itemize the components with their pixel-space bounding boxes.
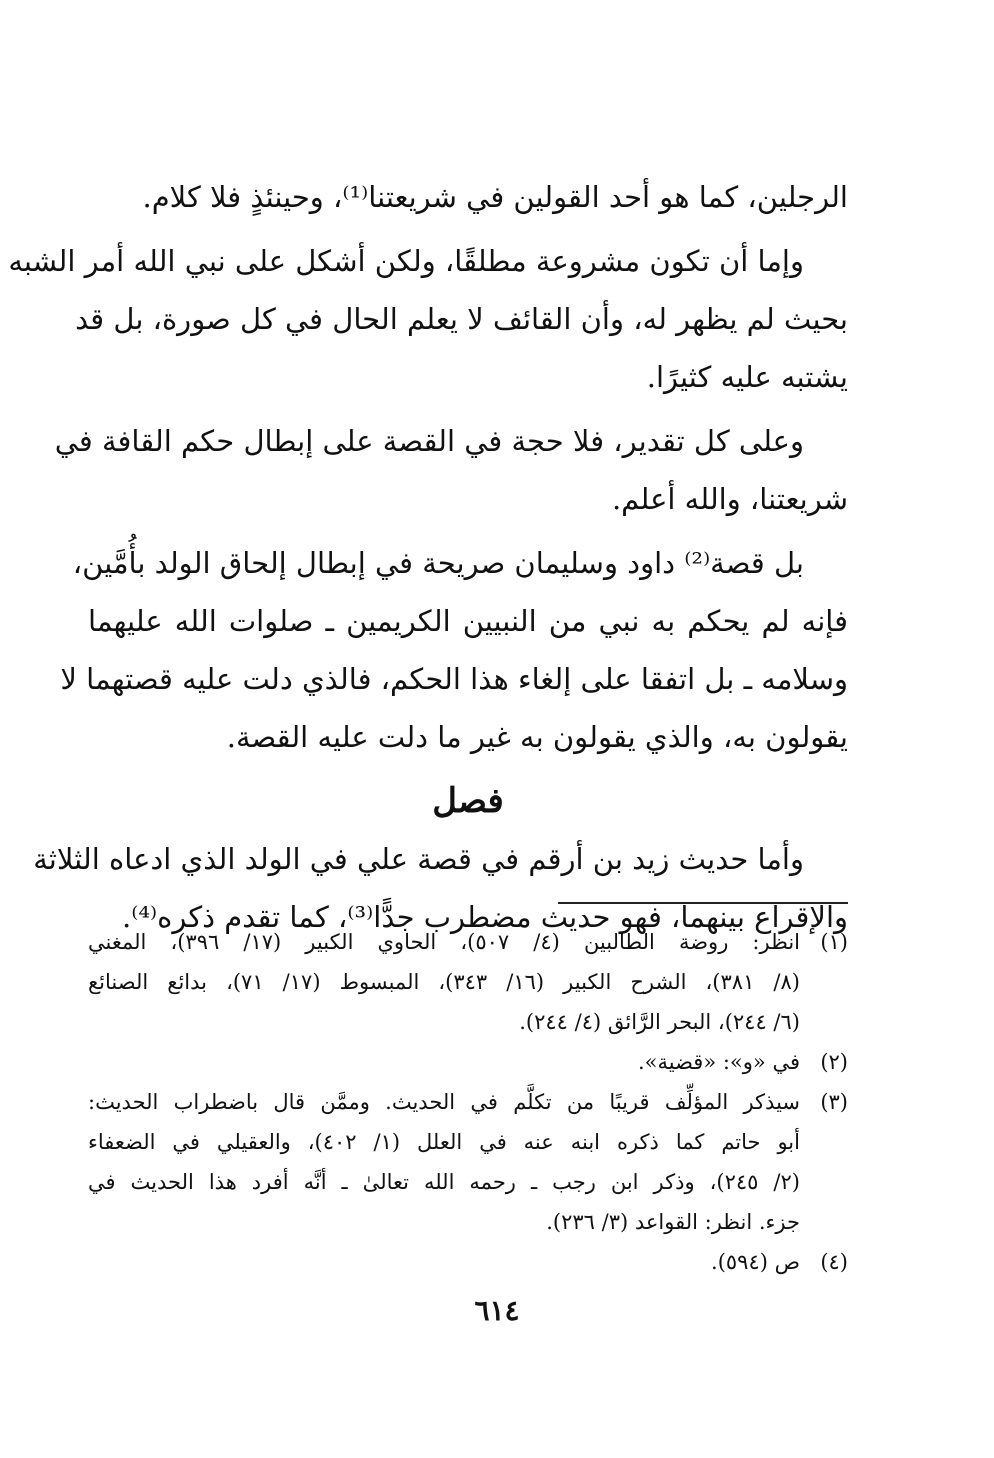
paragraph-2 (8, 232, 848, 406)
footnote-line: (٢/ ٢٤٥)، وذكر ابن رجب ـ رحمه الله تعالىٰ ـ أنَّه أفرد هذا الحديث في (88, 1170, 800, 1194)
footnote-line: في «و»: «قضية». (637, 1050, 800, 1074)
section-heading: فصل (432, 781, 504, 821)
text-line: والإقراع بينهما، فهو حديث مضطرب جدًّا⁽³⁾، كما تقدم ذكره⁽⁴⁾. (122, 900, 848, 934)
footnotes (88, 922, 848, 1282)
text-line: يشتبه عليه كثيرًا. (646, 360, 848, 394)
footnote-body (88, 1242, 800, 1282)
main-text (8, 168, 848, 946)
text-line: وإما أن تكون مشروعة مطلقًا، ولكن أشكل على نبي الله أمر الشبه (8, 244, 804, 278)
footnote-body (88, 922, 800, 1042)
footnote-line: (٨/ ٣٨١)، الشرح الكبير (١٦/ ٣٤٣)، المبسوط (١٧/ ٧١)، بدائع الصنائع (88, 970, 800, 994)
paragraph-4 (60, 534, 848, 766)
footnote-1 (88, 922, 848, 1042)
footnote-number: (٤) (820, 1250, 848, 1274)
paragraph-1 (88, 168, 848, 226)
text-line: بل قصة⁽²⁾ داود وسليمان صريحة في إبطال إلحاق الولد بأُمَّين، (72, 546, 804, 580)
text-line: الرجلين، كما هو أحد القولين في شريعتنا⁽¹⁾، وحينئذٍ فلا كلام. (142, 180, 848, 214)
footnote-line: انظر: روضة الطالبين (٤/ ٥٠٧)، الحاوي الكبير (١٧/ ٣٩٦)، المغني (88, 930, 801, 954)
text-line: وسلامه ـ بل اتفقا على إلغاء هذا الحكم، فالذي دلت عليه قصتهما لا (60, 662, 848, 696)
footnote-number: (٣) (820, 1090, 848, 1114)
footnote-line: (٦/ ٢٤٤)، البحر الرَّائق (٤/ ٢٤٤). (519, 1010, 800, 1034)
footnote-number: (١) (820, 930, 848, 954)
footnote-2 (88, 1042, 848, 1082)
footnote-body (88, 1082, 800, 1242)
text-line: وعلى كل تقدير، فلا حجة في القصة على إبطال حكم القافة في (54, 424, 804, 458)
footnote-3 (88, 1082, 848, 1242)
text-line: وأما حديث زيد بن أرقم في قصة علي في الولد الذي ادعاه الثلاثة (33, 842, 804, 876)
footnote-line: أبو حاتم كما ذكره ابنه عنه في العلل (١/ ٤٠٢)، والعقيلي في الضعفاء (88, 1130, 800, 1154)
footnote-line: جزء. انظر: القواعد (٣/ ٢٣٦). (546, 1210, 800, 1234)
text-line: يقولون به، والذي يقولون به غير ما دلت عليه القصة. (226, 720, 848, 754)
footnote-body (88, 1042, 800, 1082)
footnote-separator (558, 902, 848, 904)
footnote-line: ص (٥٩٤). (711, 1250, 800, 1274)
footnote-4 (88, 1242, 848, 1282)
page-number: ٦١٤ (474, 1294, 520, 1327)
text-line: فإنه لم يحكم به نبي من النبيين الكريمين ـ صلوات الله عليهما (88, 604, 848, 638)
paragraph-3 (54, 412, 848, 528)
text-line: شريعتنا، والله أعلم. (611, 482, 848, 516)
footnote-line: سيذكر المؤلِّف قريبًا من تكلَّم في الحديث. وممَّن قال باضطراب الحديث: (88, 1090, 800, 1114)
text-line: بحيث لم يظهر له، وأن القائف لا يعلم الحال في كل صورة، بل قد (75, 302, 848, 336)
footnote-number: (٢) (820, 1050, 848, 1074)
